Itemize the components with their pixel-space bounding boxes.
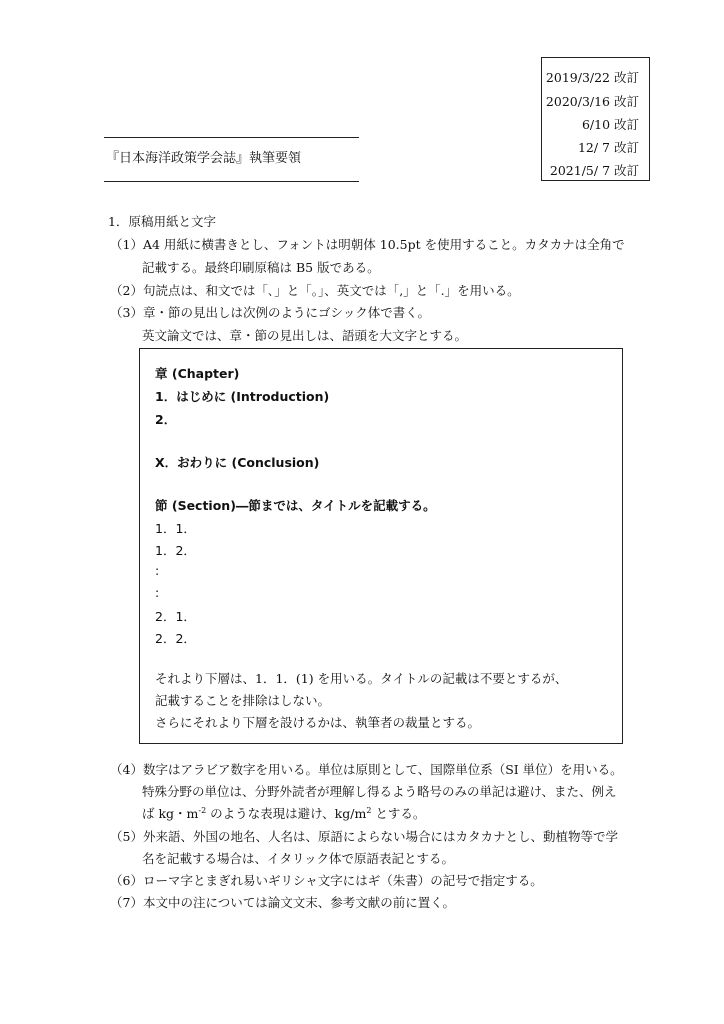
revision-date: 12/ 7 改訂: [577, 140, 639, 155]
example-note: さらにそれより下層を設けるかは、執筆者の裁量とする。: [155, 715, 481, 730]
rule-item-2: （2）句読点は、和文では「､」と「｡」、英文では「,」と「.」を用いる。: [110, 283, 520, 298]
units-superscript: -2: [198, 806, 207, 815]
title-top-rule: [104, 137, 359, 138]
example-section-1-1: 1．1．: [155, 521, 196, 536]
document-title: 『日本海洋政策学会誌』執筆要領: [106, 151, 302, 166]
section-heading: 1．原稿用紙と文字: [108, 214, 216, 229]
rule-item-1: （1）A4 用紙に横書きとし、フォントは明朝体 10.5pt を使用すること。カタカナは全角で: [110, 237, 625, 252]
example-section-2-1: 2．1．: [155, 609, 196, 624]
rule-item-5: （5）外来語、外国の地名、人名は、原語によらない場合にはカタカナとし、動植物等で学: [110, 829, 618, 844]
example-chapter-2: 2．: [155, 412, 177, 427]
revision-date: 6/10 改訂: [581, 117, 639, 132]
units-text: のような表現は避け、kg/m: [206, 806, 367, 821]
rule-item-4: （4）数字はアラビア数字を用いる。単位は原則として、国際単位系（SI 単位）を用いる。: [110, 762, 623, 777]
title-bottom-rule: [104, 181, 359, 182]
revision-history-box: [541, 57, 650, 181]
example-chapter-x: X．おわりに (Conclusion): [155, 455, 320, 470]
rule-item-6: （6）ローマ字とまぎれ易いギリシャ文字にはギ（朱書）の記号で指定する。: [110, 873, 543, 888]
heading-example-box: [139, 348, 623, 744]
example-section-1-2: 1．2．: [155, 543, 196, 558]
rule-item-7: （7）本文中の注については論文文末、参考文献の前に置く。: [110, 895, 455, 910]
example-chapter-label: 章 (Chapter): [155, 366, 240, 381]
rule-item-5-cont: 名を記載する場合は、イタリック体で原語表記とする。: [142, 851, 455, 866]
revision-date: 2021/5/ 7 改訂: [549, 163, 639, 178]
example-section-2-2: 2．2．: [155, 631, 196, 646]
example-note: それより下層は、1．1．(1) を用いる。タイトルの記載は不要とするが、: [155, 671, 568, 686]
rule-item-3-cont: 英文論文では、章・節の見出しは、語頭を大文字とする。: [142, 328, 468, 343]
revision-date: 2020/3/16 改訂: [545, 94, 639, 109]
units-text: とする。: [371, 806, 426, 821]
example-ellipsis: :: [155, 585, 160, 600]
rule-item-1-cont: 記載する。最終印刷原稿は B5 版である。: [142, 260, 380, 275]
rule-item-3: （3）章・節の見出しは次例のようにゴシック体で書く。: [110, 305, 430, 320]
revision-date: 2019/3/22 改訂: [545, 70, 639, 85]
example-note: 記載することを排除はしない。: [155, 693, 331, 708]
rule-item-4-cont: 特殊分野の単位は、分野外読者が理解し得るよう略号のみの単記は避け、また、例え: [142, 784, 617, 799]
units-superscript: 2: [366, 806, 372, 815]
example-ellipsis: :: [155, 563, 160, 578]
example-section-label: 節 (Section)―節までは、タイトルを記載する。: [155, 498, 436, 513]
example-chapter-1: 1．はじめに (Introduction): [155, 389, 330, 404]
rule-item-4-units: [142, 804, 425, 822]
units-text: ば kg・m: [142, 806, 199, 821]
